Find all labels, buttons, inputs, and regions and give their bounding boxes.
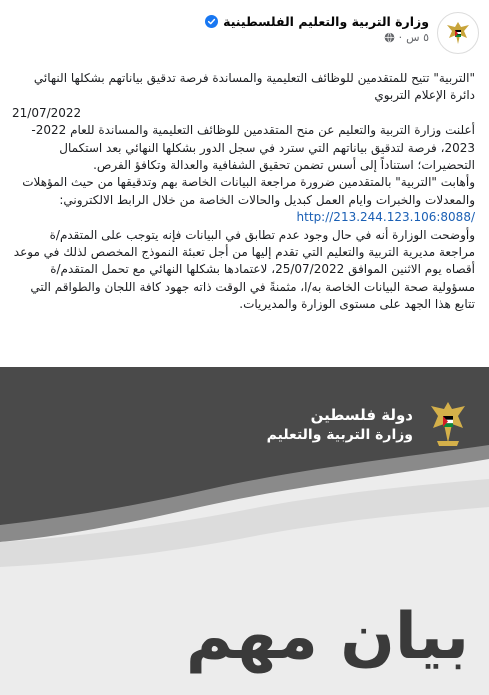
post-paragraph-1: أعلنت وزارة التربية والتعليم عن منح المتقدمين للوظائف التعليمية والمساندة للعام 2022-2023، فرصة لتدقيق بياناتهم التي سترد في سجل الدور بشكلها النهائي بعد استكمال التحضيرات؛ استناداً إلى أسس تضمن تحقيق الشفافية والعدالة وتكافؤ الفرص. bbox=[31, 123, 475, 173]
eagle-emblem-icon bbox=[443, 18, 473, 48]
ministry-logo-block bbox=[267, 399, 471, 451]
post-body bbox=[12, 70, 475, 314]
post-image[interactable] bbox=[0, 367, 489, 695]
ministry-lines bbox=[267, 405, 413, 445]
meta-separator: · bbox=[398, 31, 403, 44]
page-name[interactable]: وزارة التربية والتعليم الفلسطينية bbox=[223, 14, 429, 29]
post-title-line-1: "التربية" تتيح للمتقدمين للوظائف التعليمية والمساندة فرصة تدقيق بياناتهم بشكلها النهائي bbox=[33, 71, 475, 85]
page-name-row bbox=[205, 14, 429, 29]
post-date: 21/07/2022 bbox=[12, 105, 82, 120]
post-meta bbox=[205, 31, 429, 44]
post-time[interactable]: ٥ س bbox=[406, 31, 429, 44]
post-title-line-2: دائرة الإعلام التربوي bbox=[374, 88, 475, 103]
post-header-text bbox=[205, 8, 429, 44]
page-avatar[interactable] bbox=[437, 12, 479, 54]
post-paragraph-2-text: وأهابت "التربية" بالمتقدمين ضرورة مراجعة البيانات الخاصة بهم وتدقيقها من حيث المؤهلات والمعدلات والخبرات وايام العمل كبديل والحالات الخاصة من خلال الرابط الالكتروني: bbox=[22, 175, 475, 207]
ministry-name: وزارة التربية والتعليم bbox=[266, 427, 413, 443]
verified-check-icon bbox=[205, 15, 218, 28]
post-paragraph-2 bbox=[12, 174, 475, 226]
ministry-link[interactable]: http://213.244.123.106:8088/ bbox=[296, 210, 475, 225]
palestine-eagle-emblem-icon bbox=[425, 399, 471, 451]
post-header bbox=[10, 8, 479, 64]
post-paragraph-3: وأوضحت الوزارة أنه في حال وجود عدم تطابق في البيانات فإنه يتوجب على المتقدم/ة مراجعة مديرية التربية والتعليم التي تقدم إليها من أجل تعبئة النموذج المخصص لذلك في موعد أقصاه يوم الاثنين الموافق 25/07/2022، لاعتمادها بشكلها النهائي مع تحمل المتقدم/ة مسؤولية صحة البيانات الخاصة به/ا، مثمنةً في الوقت ذاته جهود كافة اللجان والطواقم التي تتابع هذا الجهد على مستوى الوزارة والمديريات. bbox=[13, 227, 475, 312]
globe-icon[interactable] bbox=[384, 32, 395, 43]
announcement-title: بيان مهم bbox=[185, 600, 469, 674]
state-name: دولة فلسطين bbox=[310, 406, 413, 424]
